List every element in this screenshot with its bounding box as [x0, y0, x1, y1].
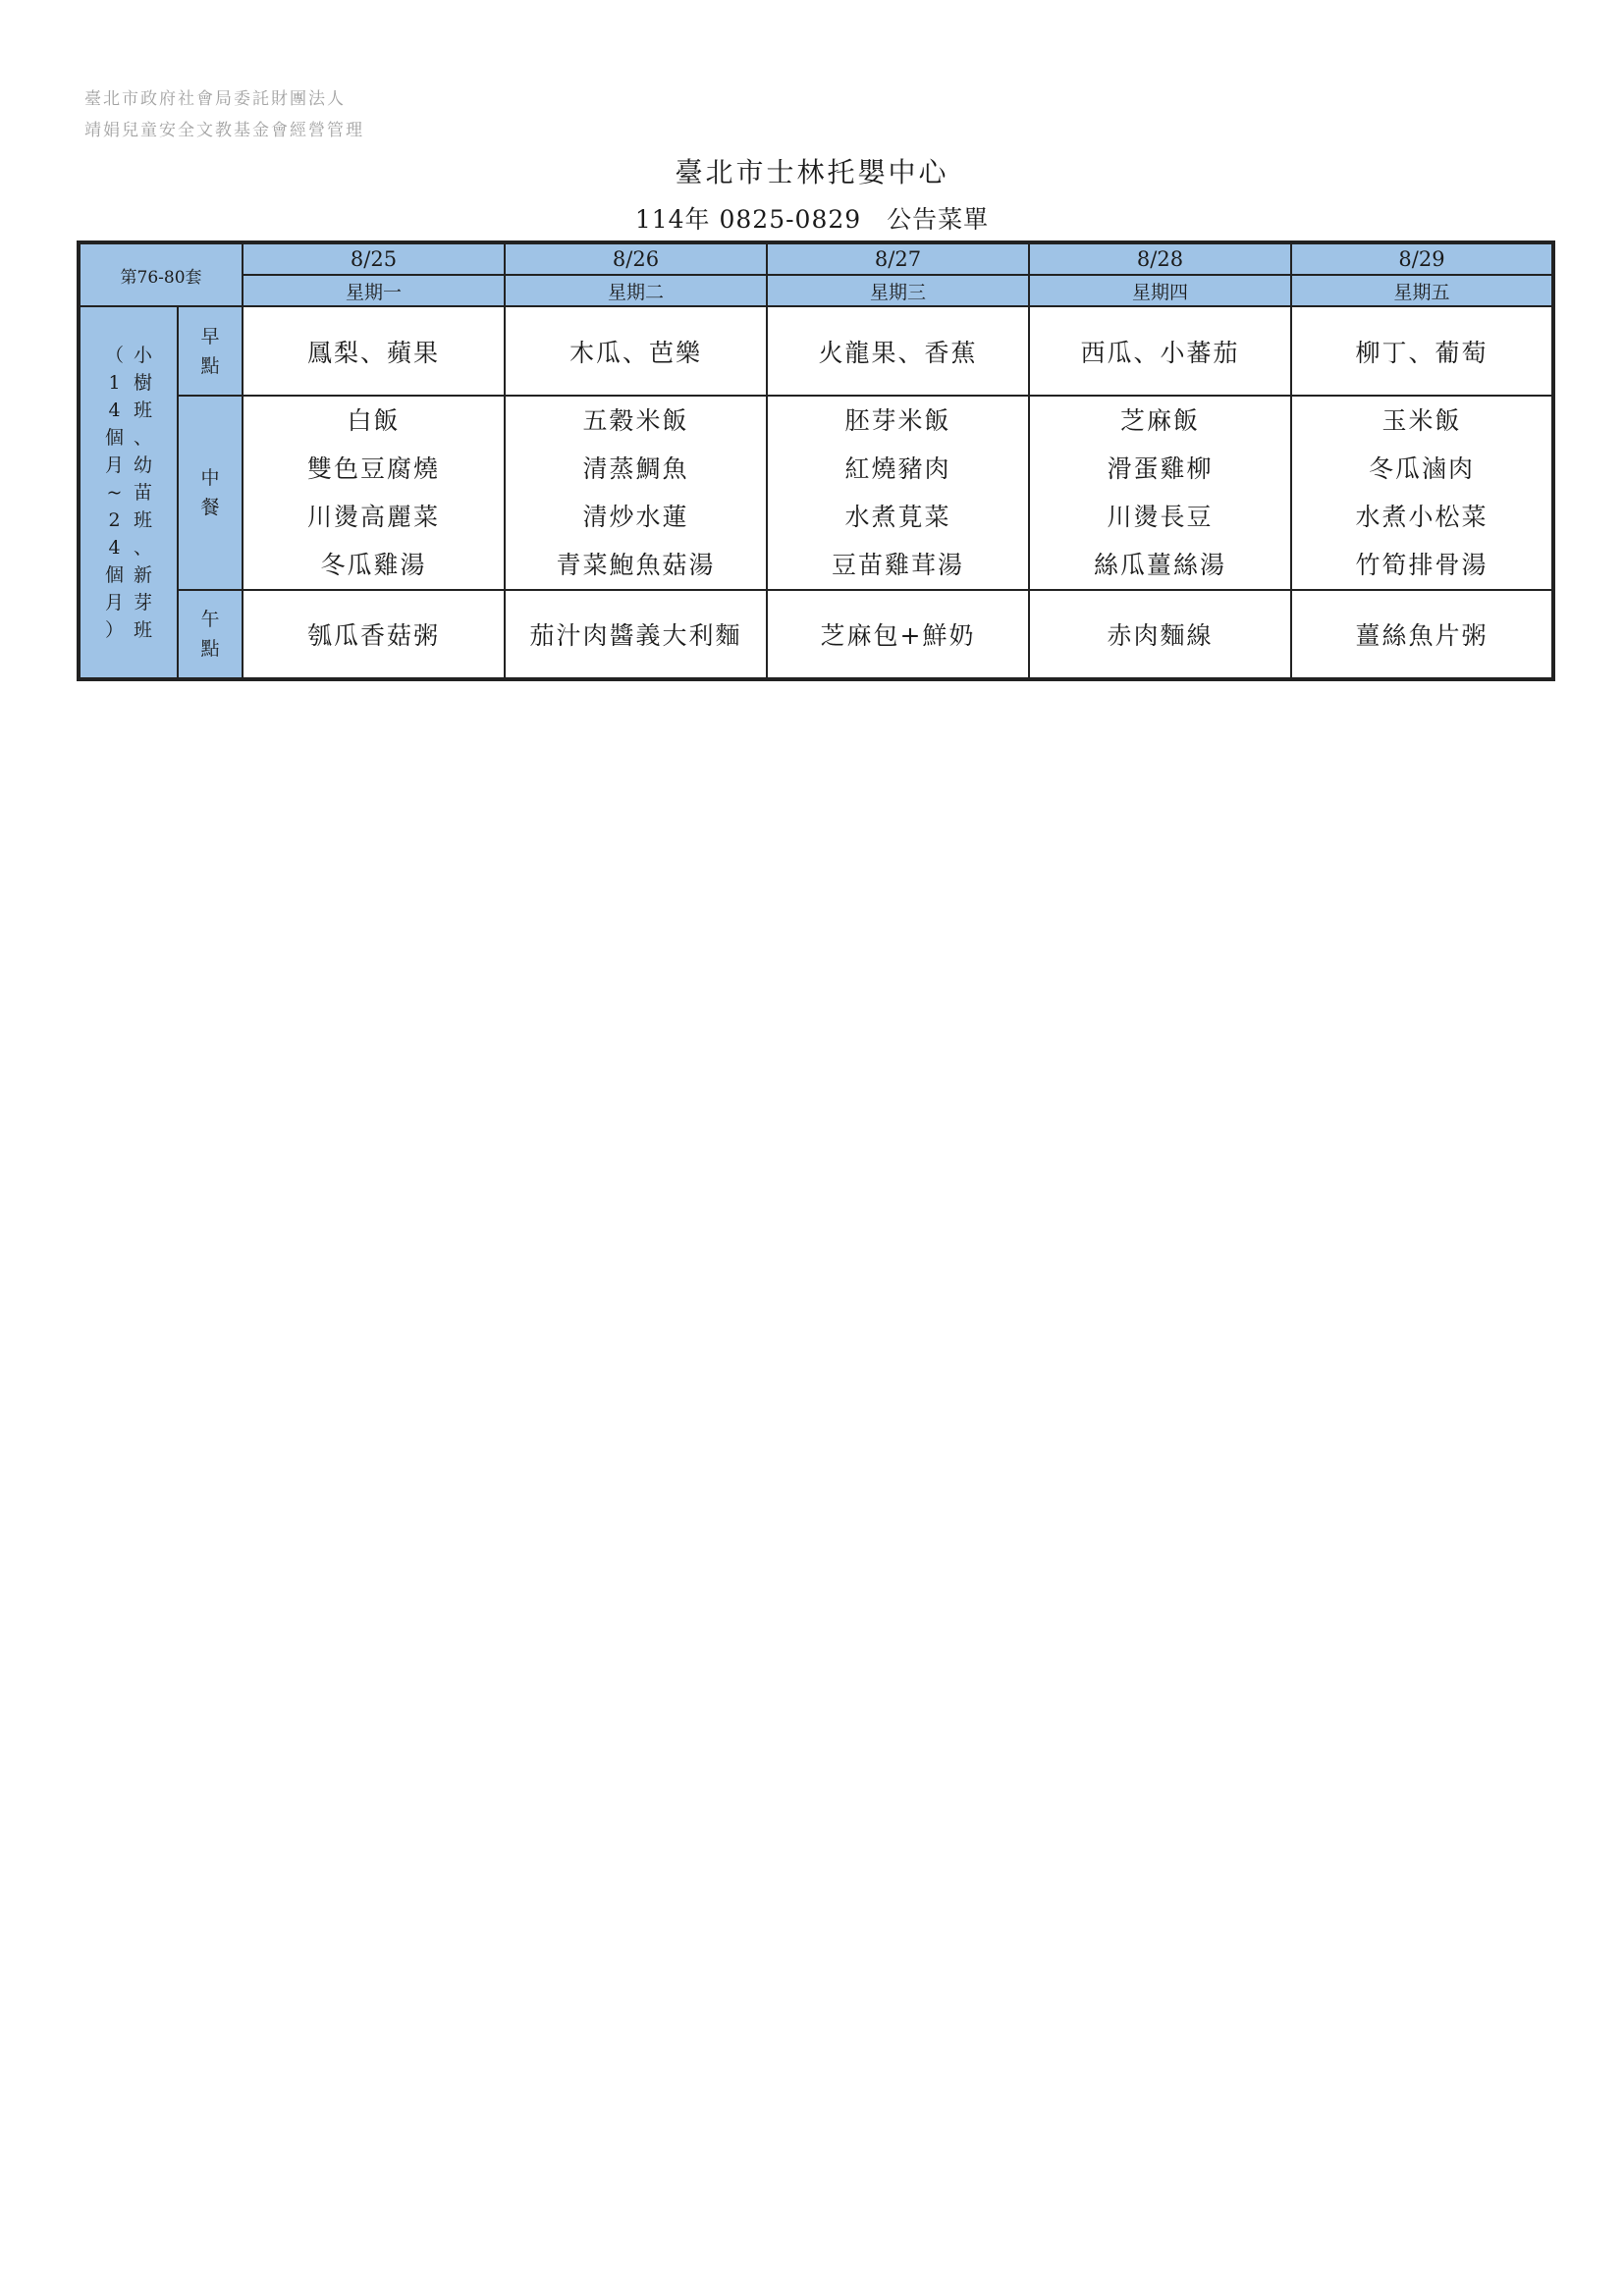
age-group-char: 新: [134, 563, 153, 586]
age-group-char: 4: [108, 536, 121, 559]
lunch-dish: 清炒水蓮: [582, 503, 689, 531]
breakfast-tue: 木瓜、芭樂: [505, 306, 767, 396]
age-group-char: 月: [104, 591, 124, 614]
breakfast-thu: 西瓜、小蕃茄: [1029, 306, 1291, 396]
age-group-char: 個: [104, 426, 124, 449]
lunch-thu: [1029, 396, 1291, 590]
lunch-dish: 川燙長豆: [1107, 503, 1214, 531]
weekday-fri: 星期五: [1291, 275, 1553, 306]
age-group-char: 班: [134, 618, 153, 641]
weekday-wed: 星期三: [767, 275, 1029, 306]
age-group-char: 樹: [134, 371, 153, 394]
weekday-mon: 星期一: [243, 275, 505, 306]
snack-mon: 瓠瓜香菇粥: [243, 590, 505, 679]
age-group-char: 芽: [134, 591, 153, 614]
class-names-column: [134, 342, 152, 644]
lunch-mon: [243, 396, 505, 590]
date-wed: 8/27: [767, 242, 1029, 275]
meal-label-snack: [178, 590, 243, 679]
breakfast-wed: 火龍果、香蕉: [767, 306, 1029, 396]
snack-fri: 薑絲魚片粥: [1291, 590, 1553, 679]
age-group-char: 小: [134, 344, 153, 366]
lunch-dish: 滑蛋雞柳: [1107, 454, 1214, 483]
lunch-dish: 玉米飯: [1381, 406, 1462, 435]
lunch-dish: 青菜鮑魚菇湯: [556, 551, 716, 579]
snack-wed: 芝麻包+鮮奶: [767, 590, 1029, 679]
age-group-char: 1: [108, 371, 121, 394]
meal-label-breakfast: [178, 306, 243, 396]
age-group-char: 2: [108, 508, 121, 531]
age-range-column: [105, 342, 124, 644]
snack-tue: 茄汁肉醬義大利麵: [505, 590, 767, 679]
snack-thu: 赤肉麵線: [1029, 590, 1291, 679]
meal-label-char: 午: [200, 609, 220, 630]
meal-label-char: 餐: [200, 497, 220, 518]
age-group-char: 、: [134, 426, 153, 449]
age-group-char: 苗: [134, 481, 153, 504]
meal-label-char: 早: [200, 325, 220, 347]
date-tue: 8/26: [505, 242, 767, 275]
lunch-dish: 水煮小松菜: [1355, 503, 1489, 531]
lunch-tue: [505, 396, 767, 590]
organization-line-2: 靖娟兒童安全文教基金會經營管理: [84, 121, 364, 140]
lunch-dish: 絲瓜薑絲湯: [1094, 551, 1227, 579]
lunch-dish: 紅燒豬肉: [844, 454, 951, 483]
date-mon: 8/25: [243, 242, 505, 275]
lunch-dish: 冬瓜雞湯: [320, 551, 427, 579]
lunch-dish: 芝麻飯: [1120, 406, 1201, 435]
age-group-char: 幼: [134, 454, 153, 476]
weekday-tue: 星期二: [505, 275, 767, 306]
meal-label-char: 中: [200, 467, 220, 489]
lunch-fri: [1291, 396, 1553, 590]
lunch-dish: 雙色豆腐燒: [307, 454, 441, 483]
lunch-dish: 川燙高麗菜: [307, 503, 441, 531]
age-group-char: 4: [108, 399, 121, 421]
age-group-char: ）: [104, 618, 124, 641]
age-group-label: [81, 342, 177, 644]
lunch-dish: 豆苗雞茸湯: [832, 551, 965, 579]
lunch-dish: 五穀米飯: [582, 406, 689, 435]
organization-line-1: 臺北市政府社會局委託財團法人: [84, 89, 346, 109]
age-group-char: 班: [134, 399, 153, 421]
lunch-dish: 竹筍排骨湯: [1355, 551, 1489, 579]
set-number-cell: 第76-80套: [79, 242, 243, 306]
meal-label-lunch: [178, 396, 243, 590]
lunch-dish: 水煮莧菜: [844, 503, 951, 531]
lunch-dish: 冬瓜滷肉: [1369, 454, 1476, 483]
lunch-dish: 清蒸鯛魚: [582, 454, 689, 483]
date-thu: 8/28: [1029, 242, 1291, 275]
age-group-char: 、: [134, 536, 153, 559]
age-group-char: （: [104, 344, 124, 366]
menu-subtitle: 114年 0825-0829 公告菜單: [634, 205, 990, 234]
date-fri: 8/29: [1291, 242, 1553, 275]
weekly-menu-table: [77, 240, 1555, 681]
age-group-char: 個: [104, 563, 124, 586]
meal-label-char: 點: [200, 354, 220, 377]
age-group-char: 班: [134, 508, 153, 531]
lunch-dish: 白飯: [347, 406, 401, 435]
age-group-char: ~: [106, 481, 123, 504]
lunch-dish: 胚芽米飯: [844, 406, 951, 435]
age-group-cell: [79, 306, 178, 679]
weekday-thu: 星期四: [1029, 275, 1291, 306]
breakfast-mon: 鳳梨、蘋果: [243, 306, 505, 396]
breakfast-fri: 柳丁、葡萄: [1291, 306, 1553, 396]
age-group-char: 月: [104, 454, 124, 476]
lunch-wed: [767, 396, 1029, 590]
meal-label-char: 點: [200, 638, 220, 660]
page-title: 臺北市士林托嬰中心: [675, 156, 949, 188]
